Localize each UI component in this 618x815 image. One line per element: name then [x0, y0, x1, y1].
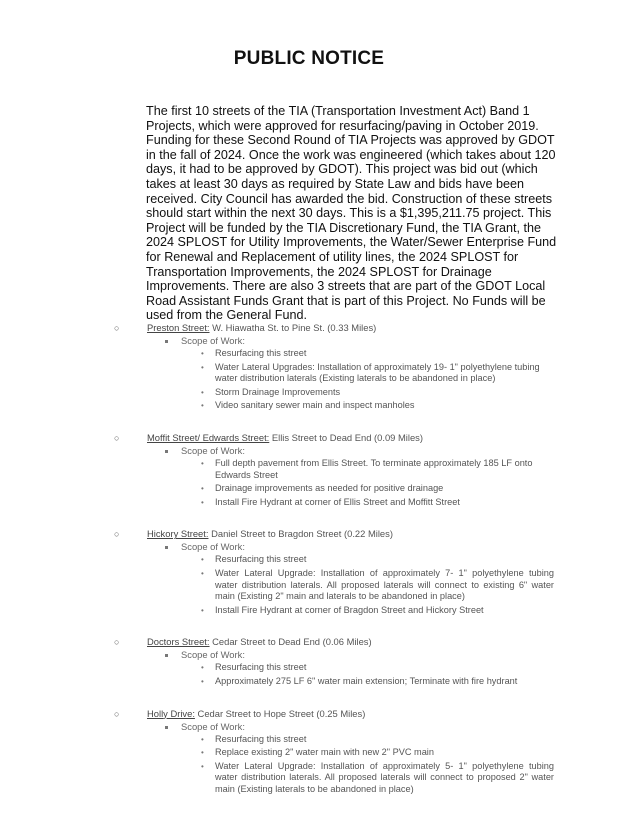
dot-bullet-icon: •	[201, 663, 204, 673]
list-item: • Install Fire Hydrant at corner of Ellis Street and Moffitt Street	[201, 496, 460, 507]
street-heading	[114, 636, 554, 648]
circle-bullet-icon: ○	[114, 708, 120, 719]
street-name: Doctors Street:	[147, 636, 210, 648]
list-item: • Storm Drainage Improvements	[201, 386, 341, 397]
dot-bullet-icon: •	[201, 497, 204, 507]
list-item: • Drainage improvements as needed for positive drainage	[201, 483, 444, 494]
list-item: • Water Lateral Upgrades: Installation of approximately 19- 1" polyethylene tubing water distribution laterals (Existing laterals to be abandoned in place)	[201, 361, 540, 384]
circle-bullet-icon: ○	[114, 323, 120, 333]
street-extent: Cedar Street to Hope Street (0.25 Miles)	[194, 707, 366, 719]
street-name: Moffit Street/ Edwards Street:	[147, 431, 270, 443]
list-item: • Resurfacing this street	[201, 662, 307, 673]
circle-bullet-icon: ○	[114, 637, 120, 648]
street-extent: Daniel Street to Bragdon Street (0.22 Miles)	[208, 528, 393, 540]
dot-bullet-icon: •	[201, 387, 204, 397]
dot-bullet-icon: •	[201, 748, 204, 758]
street-extent: Ellis Street to Dead End (0.09 Miles)	[269, 431, 423, 443]
scope-items	[114, 458, 554, 508]
list-item: • Water Lateral Upgrade: Installation of approximately 7- 1" polyethylene tubing water distribution laterals. All proposed laterals will connect to existing 6" water main (Existing 2" main and laterals to be abandoned in place)	[201, 567, 554, 602]
scope-label: Scope of Work:	[114, 335, 554, 347]
street-name: Preston Street:	[147, 322, 210, 333]
dot-bullet-icon: •	[201, 484, 204, 494]
list-item: • Approximately 275 LF 6" water main extension; Terminate with fire hydrant	[201, 675, 518, 686]
dot-bullet-icon: •	[201, 555, 204, 565]
square-bullet-icon	[165, 340, 168, 343]
dot-bullet-icon: •	[201, 362, 204, 372]
street-extent: Cedar Street to Dead End (0.06 Miles)	[209, 636, 372, 648]
list-item: • Water Lateral Upgrade: Installation of approximately 5- 1" polyethylene tubing water distribution laterals. All proposed laterals will connect to proposed 2" water main (Existing laterals to be abandoned in place)	[201, 760, 554, 794]
street-section-holly	[114, 708, 554, 796]
street-heading	[114, 322, 554, 334]
intro-paragraph: The first 10 streets of the TIA (Transportation Investment Act) Band 1 Projects, which were approved for resurfacing/paving in October 2019. Funding for these Second Round of TIA Projects was approved by GDOT in the fall of 2024. Once the work was engineered (which takes about 120 days, it had to be approved by GDOT). This project was bid out (which takes at least 30 days as required by State Law and bids have been received. City Council has awarded the bid. Construction of these streets should start within the next 30 days. This is a $1,395,211.75 project. This Project will be funded by the TIA Discretionary Fund, the TIA Grant, the 2024 SPLOST for Utility Improvements, the Water/Sewer Enterprise Fund for Renewal and Replacement of utility lines, the 2024 SPLOST for Transportation Improvements, the 2024 SPLOST for Drainage Improvements. There are also 3 streets that are part of the GDOT Local Road Assistant Funds Grant that is part of this Project. No Funds will be used from the General Fund.	[146, 104, 557, 323]
street-heading	[114, 528, 554, 540]
street-section-moffit	[114, 432, 554, 508]
square-bullet-icon	[165, 726, 168, 729]
street-heading	[114, 708, 554, 720]
scope-label: Scope of Work:	[114, 721, 554, 733]
scope-label: Scope of Work:	[114, 649, 554, 661]
square-bullet-icon	[165, 450, 168, 453]
list-item: • Replace existing 2" water main with new 2" PVC main	[201, 747, 434, 758]
square-bullet-icon	[165, 546, 168, 549]
dot-bullet-icon: •	[201, 676, 204, 686]
dot-bullet-icon: •	[201, 761, 204, 771]
list-item: • Video sanitary sewer main and inspect manholes	[201, 400, 415, 411]
scope-items	[114, 734, 554, 796]
street-name: Holly Drive:	[147, 707, 195, 719]
dot-bullet-icon: •	[201, 458, 204, 468]
list-item: • Resurfacing this street	[201, 554, 307, 565]
street-section-doctors	[114, 636, 554, 687]
circle-bullet-icon: ○	[114, 529, 120, 540]
street-list	[0, 322, 618, 815]
scope-label: Scope of Work:	[114, 445, 554, 457]
street-name: Hickory Street:	[147, 528, 209, 540]
scope-items	[114, 554, 554, 616]
square-bullet-icon	[165, 654, 168, 657]
scope-items	[114, 348, 554, 412]
street-section-preston	[114, 322, 554, 412]
scope-items	[114, 662, 554, 687]
list-item: • Full depth pavement from Ellis Street. To terminate approximately 185 LF onto Edwards Street	[201, 457, 533, 480]
circle-bullet-icon: ○	[114, 432, 120, 443]
street-heading	[114, 432, 554, 444]
street-section-hickory	[114, 528, 554, 616]
dot-bullet-icon: •	[201, 401, 204, 411]
list-item: • Install Fire Hydrant at corner of Bragdon Street and Hickory Street	[201, 604, 484, 615]
list-item: • Resurfacing this street	[201, 348, 307, 358]
dot-bullet-icon: •	[201, 605, 204, 615]
dot-bullet-icon: •	[201, 568, 204, 578]
page-title: PUBLIC NOTICE	[233, 48, 385, 69]
dot-bullet-icon: •	[201, 734, 204, 744]
dot-bullet-icon: •	[201, 349, 204, 358]
list-item: • Resurfacing this street	[201, 733, 307, 744]
scope-label: Scope of Work:	[114, 541, 554, 553]
street-extent: W. Hiawatha St. to Pine St. (0.33 Miles)	[209, 322, 377, 333]
